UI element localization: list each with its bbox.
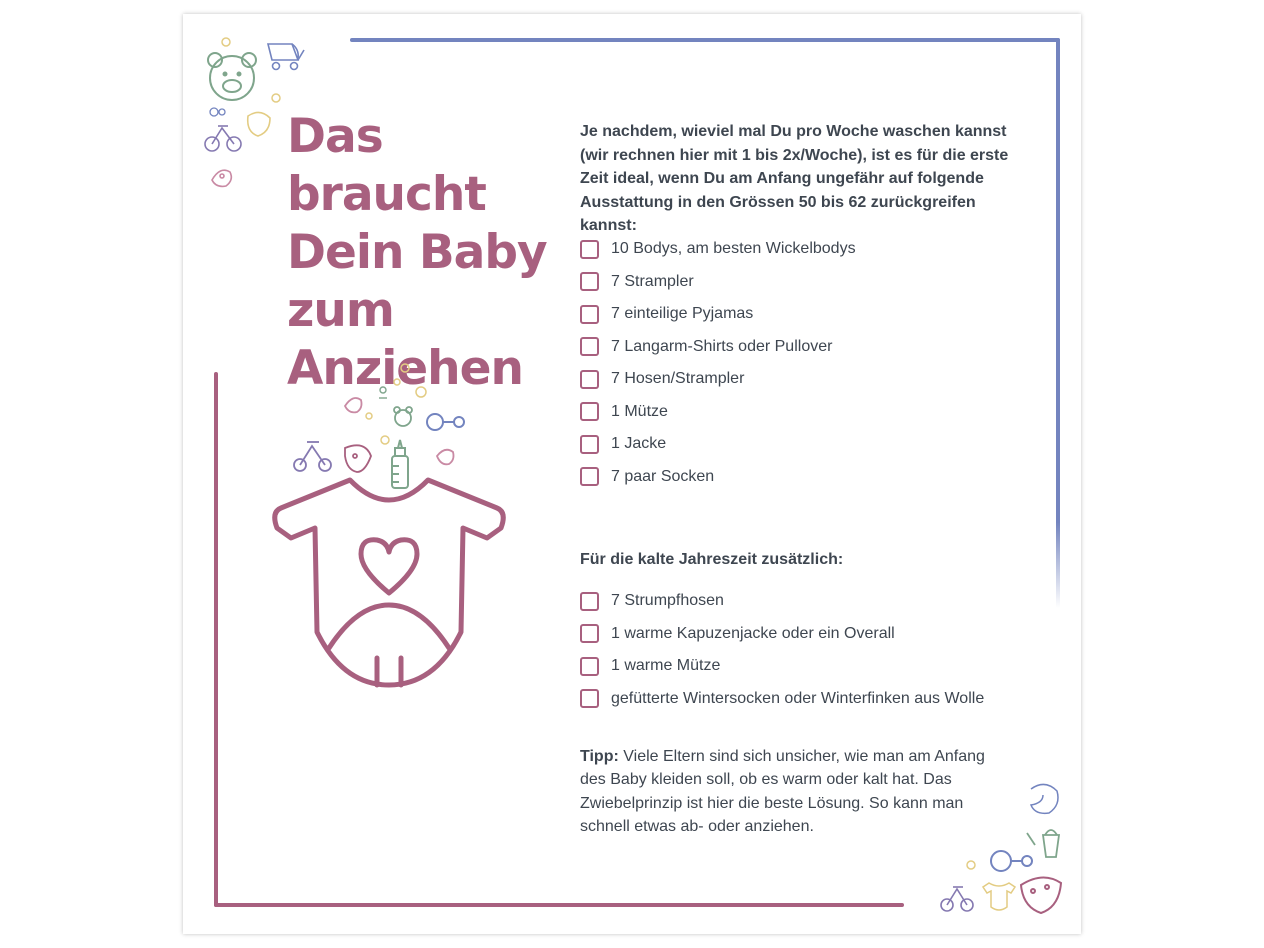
checklist-item[interactable] bbox=[580, 233, 856, 266]
sand-bucket-icon bbox=[1027, 830, 1059, 857]
checklist-item[interactable] bbox=[580, 298, 856, 331]
checklist-item-label: 7 paar Socken bbox=[611, 467, 715, 485]
pacifier-icon bbox=[991, 851, 1032, 871]
tip-label: Tipp: bbox=[580, 748, 619, 765]
checklist-item[interactable] bbox=[580, 396, 856, 429]
teddy-bear-icon bbox=[394, 407, 412, 426]
checklist-item-label: gefütterte Wintersocken oder Winterfinken aus Wolle bbox=[611, 689, 985, 707]
checkbox[interactable] bbox=[580, 624, 599, 643]
checklist-item-label: 7 einteilige Pyjamas bbox=[611, 305, 754, 323]
baby-bodysuit-icon bbox=[275, 480, 504, 685]
checklist-item-label: 7 Strampler bbox=[611, 272, 694, 290]
teddy-bear-icon bbox=[208, 53, 256, 100]
bib-icon bbox=[248, 112, 270, 136]
checklist-item-label: 7 Langarm-Shirts oder Pullover bbox=[611, 337, 833, 355]
checklist-item-label: 1 Mütze bbox=[611, 402, 668, 420]
intro-text: Je nachdem, wieviel mal Du pro Woche waschen kannst (wir rechnen hier mit 1 bis 2x/Woche), ist es für die erste Zeit ideal, wenn Du am Anfang ungefähr auf folgende Ausstattung in den Grössen 50 bis 62 zurückgreifen kannst: bbox=[580, 123, 1009, 234]
tip-text: Viele Eltern sind sich unsicher, wie man am Anfang des Baby kleiden soll, ob es warm oder kalt hat. Das Zwiebelprinzip ist hier die beste Lösung. So kann man schnell etwas ab- oder anziehen. bbox=[580, 748, 985, 835]
checkbox[interactable] bbox=[580, 592, 599, 611]
page-title: Das braucht Dein Baby zum Anziehen bbox=[287, 109, 547, 396]
checklist-item[interactable] bbox=[580, 363, 856, 396]
checkbox[interactable] bbox=[580, 337, 599, 356]
tricycle-icon bbox=[205, 126, 241, 151]
checklist-item[interactable] bbox=[580, 331, 856, 364]
checkbox[interactable] bbox=[580, 689, 599, 708]
checklist-item-label: 10 Bodys, am besten Wickelbodys bbox=[611, 240, 856, 258]
frame-left-border bbox=[214, 372, 218, 907]
diaper-icon bbox=[345, 445, 371, 472]
tip-paragraph bbox=[580, 745, 990, 838]
tricycle-icon bbox=[294, 442, 331, 471]
checklist-item[interactable] bbox=[580, 683, 984, 716]
checklist-item-label: 1 warme Mütze bbox=[611, 657, 721, 675]
checklist-item-label: 1 Jacke bbox=[611, 435, 667, 453]
tricycle-icon bbox=[941, 887, 973, 911]
bodysuit-icon bbox=[983, 883, 1015, 910]
basic-checklist bbox=[580, 233, 856, 493]
checklist-item[interactable] bbox=[580, 428, 856, 461]
winter-checklist bbox=[580, 585, 984, 715]
winter-heading: Für die kalte Jahreszeit zusätzlich: bbox=[580, 551, 844, 568]
checklist-item[interactable] bbox=[580, 461, 856, 494]
checklist-item[interactable] bbox=[580, 585, 984, 618]
checkbox[interactable] bbox=[580, 402, 599, 421]
checklist-item-label: 1 warme Kapuzenjacke oder ein Overall bbox=[611, 624, 895, 642]
small-icons bbox=[366, 364, 426, 444]
checkbox[interactable] bbox=[580, 467, 599, 486]
checkbox[interactable] bbox=[580, 305, 599, 324]
stroller-icon bbox=[268, 44, 304, 70]
bib-icon bbox=[1031, 784, 1058, 813]
checklist-item-label: 7 Strumpfhosen bbox=[611, 592, 724, 610]
diaper-icon bbox=[1021, 877, 1061, 913]
checklist-item-label: 7 Hosen/Strampler bbox=[611, 370, 745, 388]
checklist-item[interactable] bbox=[580, 266, 856, 299]
bottom-right-icon-cluster bbox=[935, 775, 1070, 920]
rocking-horse-icon bbox=[212, 170, 231, 186]
baby-bodysuit-illustration bbox=[265, 360, 515, 695]
checkbox[interactable] bbox=[580, 240, 599, 259]
checklist-item[interactable] bbox=[580, 650, 984, 683]
small-icons bbox=[967, 861, 975, 869]
checkbox[interactable] bbox=[580, 657, 599, 676]
frame-bottom-border bbox=[214, 903, 904, 907]
frame-top-border bbox=[350, 38, 1060, 42]
frame-right-border bbox=[1056, 38, 1060, 608]
checklist-item[interactable] bbox=[580, 618, 984, 651]
pacifier-icon bbox=[427, 414, 464, 430]
baby-bottle-icon bbox=[392, 440, 408, 488]
checkbox[interactable] bbox=[580, 272, 599, 291]
checkbox[interactable] bbox=[580, 370, 599, 389]
checkbox[interactable] bbox=[580, 435, 599, 454]
small-pacifier-icon bbox=[210, 108, 225, 116]
